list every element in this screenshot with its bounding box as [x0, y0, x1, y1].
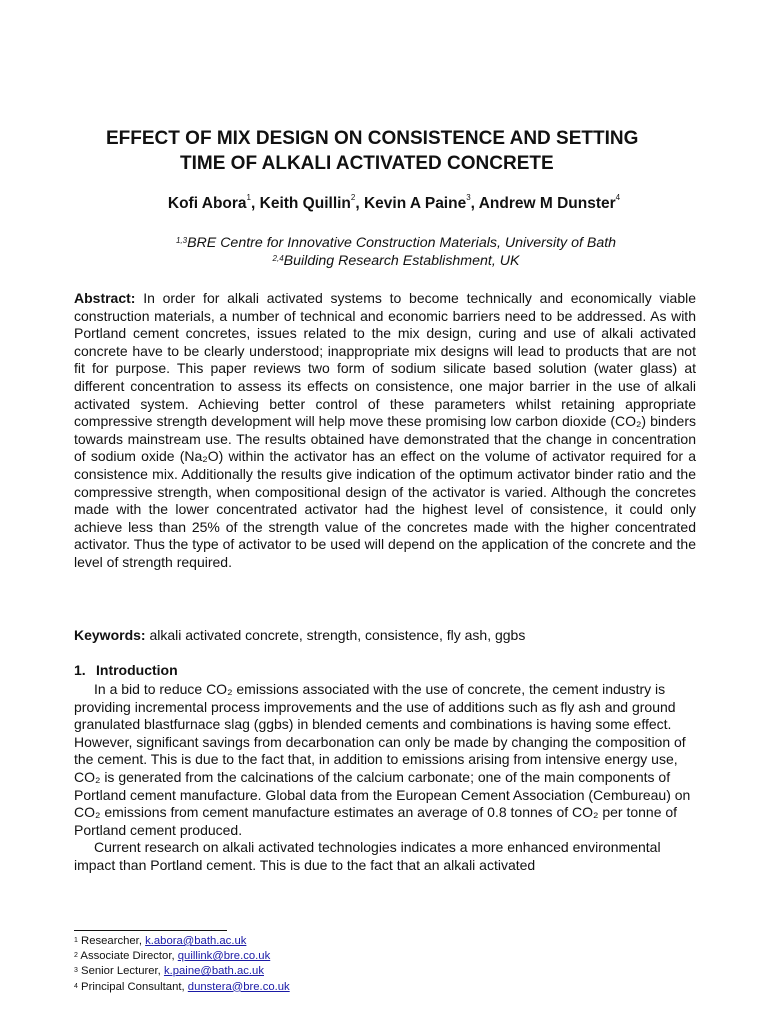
author: Andrew M Dunster$^4$	[478, 193, 621, 212]
footnotes	[74, 934, 696, 995]
footnote: $^1$ Researcher, k.abora@bath.ac.uk	[74, 935, 247, 947]
author: Keith Quillin$^2$,	[259, 193, 364, 212]
keywords-text: alkali activated concrete, strength, consistence, fly ash, ggbs	[149, 627, 526, 643]
footnote: $^4$ Principal Consultant, dunstera@bre.co.uk	[74, 980, 290, 993]
footnote-divider	[74, 930, 227, 931]
abstract-label: Abstract:	[74, 290, 136, 306]
paragraph: Current research on alkali activated technologies indicates a more enhanced environmental impact than Portland cement. This is due to the fact that an alkali activated	[74, 839, 661, 873]
affiliations	[0, 234, 768, 270]
abstract-text: In order for alkali activated systems to become technically and economically viable construction materials, a number of technical and economic barriers need to be addressed. As with Portland cement concretes, issues related to the mix design, curing and use of alkali activated concrete have to be clearly understood; inappropriate mix designs will lead to products that are not fit for purpose. This paper reviews two form of sodium silicate based solution (water glass) at different concentration to assess its effects on consistence, one major barrier in the use of alkali activated system. Achieving better control of these parameters whilst retaining appropriate compressive strength development will help move these promising low carbon dioxide (CO₂) binders towards mainstream use. The results obtained have demonstrated that the change in concentration of sodium oxide (Na₂O) within the activator has an effect on the volume of activator required for a consistence mix. Additionally the results give indication of the optimum activator binder ratio and the compressive strength, when compositional design of the activator is varied. Although the concretes made with the lower concentrated activator had the highest level of consistence, it could only achieve less than 25% of the strength value of the concretes made with the higher concentrated activator. Thus the type of activator to be used will depend on the application of the concrete and the level of strength required.	[74, 290, 697, 570]
introduction-body	[74, 681, 696, 875]
keywords-label: Keywords:	[74, 627, 146, 643]
keywords	[74, 627, 696, 645]
affiliation: $^{1,3}$BRE Centre for Innovative Construction Materials, University of Bath	[175, 235, 617, 251]
author-list	[0, 195, 768, 213]
abstract	[74, 290, 696, 572]
email-link[interactable]: k.paine@bath.ac.uk	[163, 965, 264, 978]
author: Kofi Abora$^1$,	[167, 193, 260, 212]
paragraph: In a bid to reduce CO₂ emissions associated with the use of concrete, the cement industry is providing incremental process improvements and the use of additions such as fly ash and ground granulated blastfurnace slag (ggbs) in blended cements and combinations is having some effect. However, significant savings from decarbonation can only be made by changing the composition of the cement. This is due to the fact that, in addition to emissions arising from intensive energy use, CO₂ is generated from the calcinations of the calcium carbonate; one of the main components of Portland cement manufacture. Global data from the European Cement Association (Cembureau) on CO₂ emissions from cement manufacture estimates an average of 0.8 tonnes of CO₂ per tonne of Portland cement produced.	[74, 681, 691, 838]
footnote: $^3$ Senior Lecturer, k.paine@bath.ac.uk	[74, 965, 264, 978]
section-number: 1.	[74, 662, 86, 678]
email-link[interactable]: quillink@bre.co.uk	[177, 950, 271, 963]
title-line-1: EFFECT OF MIX DESIGN ON CONSISTENCE AND SETTING	[106, 128, 639, 149]
footnote: $^2$ Associate Director, quillink@bre.co.uk	[74, 950, 271, 963]
section-title: Introduction	[96, 662, 178, 678]
paper-title	[74, 126, 714, 176]
title-line-2: TIME OF ALKALI ACTIVATED CONCRETE	[180, 153, 554, 174]
section-heading	[74, 662, 178, 680]
email-link[interactable]: k.abora@bath.ac.uk	[145, 935, 247, 947]
email-link[interactable]: dunstera@bre.co.uk	[187, 980, 290, 993]
author: Kevin A Paine$^3$,	[363, 193, 479, 212]
affiliation: $^{2,4}$Building Research Establishment, UK	[272, 253, 520, 269]
